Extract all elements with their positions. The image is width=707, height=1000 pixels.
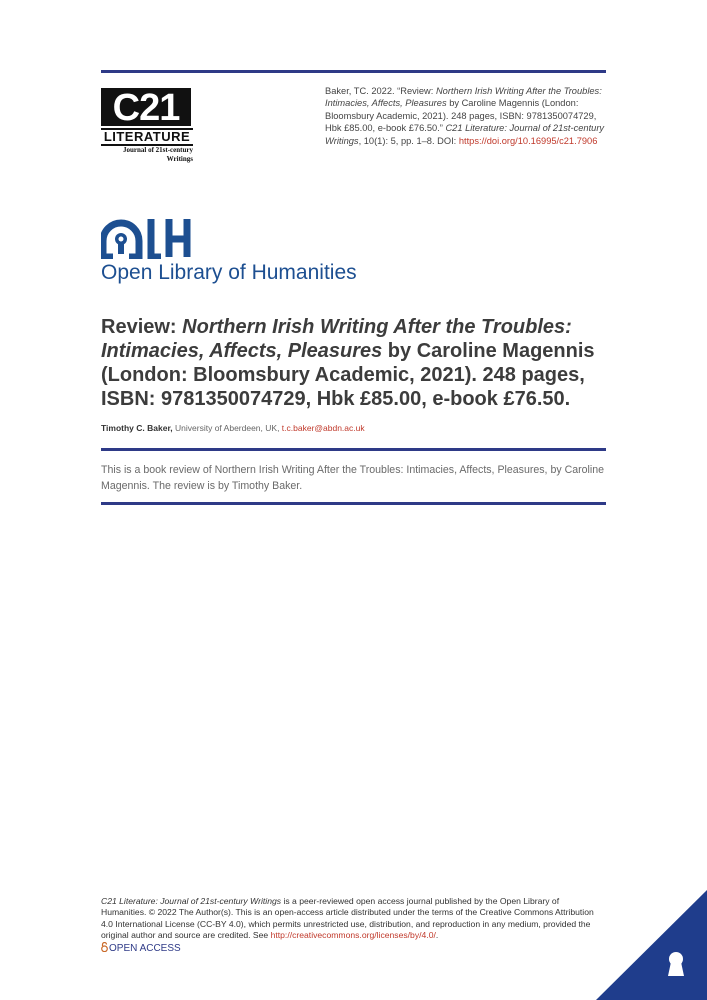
open-access-lock-icon	[101, 942, 108, 952]
c21-subtitle-line1: Journal of 21st-century	[123, 146, 193, 154]
author-email-link[interactable]: t.c.baker@abdn.ac.uk	[281, 423, 365, 433]
title-book: Northern Irish Writing After the Troubles: Intimacies, Affects, Pleasures	[101, 316, 572, 362]
c21-subtitle-line2: Writings	[166, 155, 193, 163]
top-rule	[101, 70, 606, 73]
footer-text: is a peer-reviewed open access journal published by the Open Library of Humanities. © 2022 The Author(s). This is an open-access article distributed under the terms of the Creative Commons Attribution 4.0 International License (CC-BY 4.0), which permits unrestricted use, distribution, and reproduction in any medium, provided the original author and source are credited. See	[101, 896, 594, 941]
license-footer	[101, 896, 601, 942]
olh-name: Open Library of Humanities	[101, 261, 357, 284]
olh-mark-icon	[101, 217, 191, 259]
title-suffix: by Caroline Magennis (London: Bloomsbury Academic, 2021). 248 pages, ISBN: 9781350074729, Hbk £85.00, e-book £76.50.	[101, 340, 595, 410]
citation	[325, 85, 610, 147]
title-prefix: Review:	[101, 316, 183, 338]
abstract-bottom-rule	[101, 502, 606, 505]
open-access-label: OPEN ACCESS	[109, 943, 181, 954]
open-access-badge	[101, 942, 181, 954]
article-title	[101, 315, 611, 411]
corner-triangle	[596, 890, 707, 1000]
author-line	[101, 423, 365, 433]
citation-middle: by Caroline Magennis (London: Bloomsbury Academic, 2021). 248 pages, ISBN: 9781350074729, Hbk £85.00, e-book £76.50.”	[325, 98, 597, 134]
citation-prefix: Baker, TC. 2022. “Review:	[325, 86, 436, 96]
license-link[interactable]: http://creativecommons.org/licenses/by/4.0/	[270, 930, 436, 941]
citation-suffix: , 10(1): 5, pp. 1–8. DOI:	[358, 135, 459, 146]
c21-logo-mark: C21	[101, 88, 191, 126]
c21-literature-logo	[101, 88, 193, 164]
olh-logo	[101, 217, 357, 285]
doi-link[interactable]: https://doi.org/10.16995/c21.7906	[458, 135, 598, 146]
author-affiliation: University of Aberdeen, UK,	[172, 423, 282, 433]
author-name: Timothy C. Baker,	[101, 423, 173, 433]
citation-journal: C21 Literature: Journal of 21st-century Writings	[325, 123, 605, 146]
c21-logo-subtitle	[101, 146, 193, 164]
abstract-top-rule	[101, 448, 606, 451]
c21-logo-literature: LITERATURE	[101, 128, 193, 146]
footer-journal: C21 Literature: Journal of 21st-century Writings	[101, 896, 282, 906]
abstract: This is a book review of Northern Irish Writing After the Troubles: Intimacies, Affects, Pleasures, by Caroline Magennis. The review is by Timothy Baker.	[101, 464, 605, 492]
footer-end: .	[435, 930, 439, 941]
citation-book-title: Northern Irish Writing After the Troubles: Intimacies, Affects, Pleasures	[325, 86, 602, 109]
